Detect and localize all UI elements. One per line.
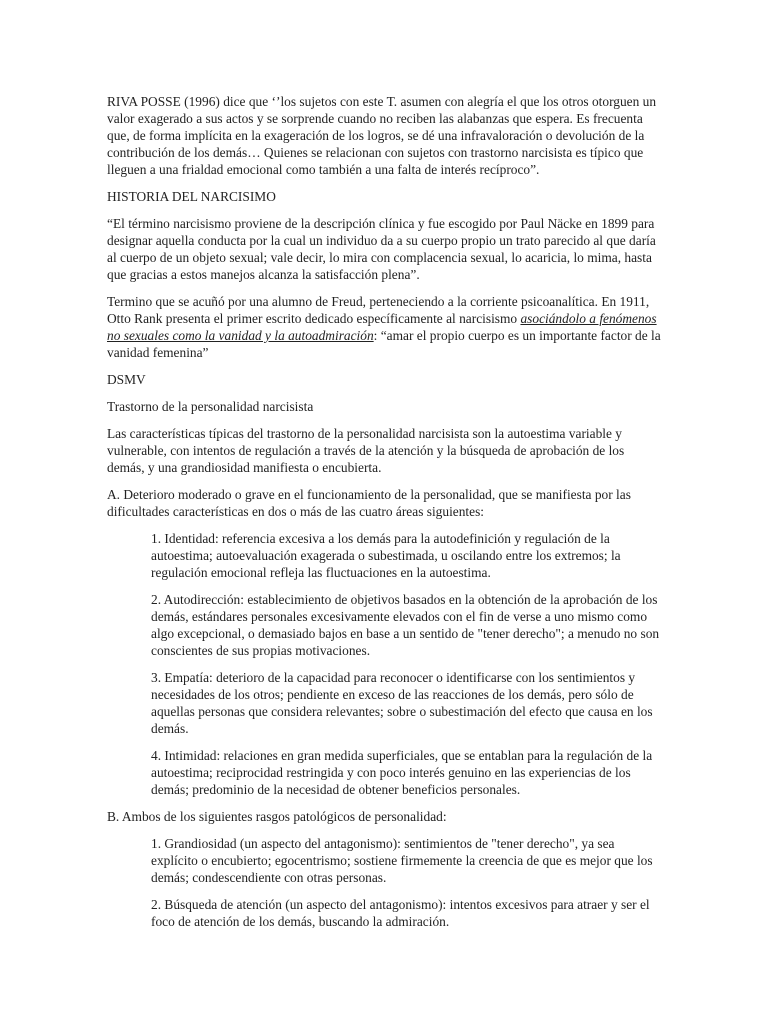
paragraph-otto-rank-end: : “amar el propio cuerpo es un importante factor de la vanidad femenina” bbox=[107, 328, 661, 360]
list-item-empatia: 3. Empatía: deterioro de la capacidad para reconocer o identificarse con los sentimientos y necesidades de los otros; pendiente en exceso de las reacciones de los demás, pero sólo de aquellas personas que considera relevantes; sobre o subestimación del efecto que causa en los demás. bbox=[151, 670, 653, 736]
paragraph-riva-posse: RIVA POSSE (1996) dice que ‘’los sujetos con este T. asumen con alegría el que los otros otorguen un valor exagerado a sus actos y se sorprende cuando no reciben las alabanzas que espera. Es frecuenta que, de forma implícita en la exageración de los logros, se dé una infravaloración o devolución de la contribución de los demás… Quienes se relacionan con sujetos con trastorno narcisista es típico que lleguen a una frialdad emocional como también a una falta de interés recíproco”. bbox=[107, 94, 657, 177]
paragraph-otto-rank bbox=[107, 293, 663, 361]
heading-historia: HISTORIA DEL NARCISIMO bbox=[107, 189, 276, 204]
list-item-intimidad: 4. Intimidad: relaciones en gran medida superficiales, que se entablan para la regulación de la autoestima; reciprocidad restringida y con poco interés genuino en las experiencias de los demás; predominio de la necesidad de obtener beneficios personales. bbox=[151, 748, 653, 797]
heading-dsmv: DSMV bbox=[107, 372, 146, 387]
list-item-busqueda-atencion: 2. Búsqueda de atención (un aspecto del antagonismo): intentos excesivos para atraer y ser el foco de atención de los demás, buscando la admiración. bbox=[151, 897, 650, 929]
paragraph-caracteristicas: Las características típicas del trastorno de la personalidad narcisista son la autoestima variable y vulnerable, con intentos de regulación a través de la atención y la búsqueda de aprobación de los demás, y una grandiosidad manifiesta o encubierta. bbox=[107, 426, 625, 475]
paragraph-otto-rank-text: Termino que se acuñó por una alumno de Freud, perteneciendo a la corriente psicoanalítica. En 1911, Otto Rank presenta el primer escrito dedicado específicamente al narcisismo bbox=[107, 294, 650, 326]
paragraph-termino-narcisismo: “El término narcisismo proviene de la descripción clínica y fue escogido por Paul Näcke en 1899 para designar aquella conducta por la cual un individuo da a su cuerpo propio un trato parecido al que daría al cuerpo de un objeto sexual; vale decir, lo mira con complacencia sexual, lo acaricia, lo mima, hasta que gracias a estos manejos alcanza la satisfacción plena”. bbox=[107, 216, 656, 282]
paragraph-criterion-b: B. Ambos de los siguientes rasgos patológicos de personalidad: bbox=[107, 809, 447, 824]
paragraph-criterion-a: A. Deterioro moderado o grave en el funcionamiento de la personalidad, que se manifiesta por las dificultades características en dos o más de las cuatro áreas siguientes: bbox=[107, 487, 631, 519]
list-item-grandiosidad: 1. Grandiosidad (un aspecto del antagonismo): sentimientos de "tener derecho", ya sea explícito o encubierto; egocentrismo; sostiene firmemente la creencia de que es mejor que los demás; condescendiente con otras personas. bbox=[151, 836, 653, 885]
document-page bbox=[107, 93, 663, 940]
underlined-phrase: asociándolo a fenómenos no sexuales como la vanidad y la autoadmiración bbox=[107, 311, 657, 343]
list-item-identidad: 1. Identidad: referencia excesiva a los demás para la autodefinición y regulación de la autoestima; autoevaluación exagerada o subestimada, u oscilando entre los extremos; la regulación emocional refleja las fluctuaciones en la autoestima. bbox=[151, 531, 621, 580]
heading-trastorno: Trastorno de la personalidad narcisista bbox=[107, 399, 314, 414]
list-item-autodireccion: 2. Autodirección: establecimiento de objetivos basados en la obtención de la aprobación de los demás, estándares personales excesivamente elevados con el fin de verse a uno mismo como algo excepcional, o demasiado bajos en base a un sentido de "tener derecho"; a menudo no son conscientes de sus propias motivaciones. bbox=[151, 592, 660, 658]
